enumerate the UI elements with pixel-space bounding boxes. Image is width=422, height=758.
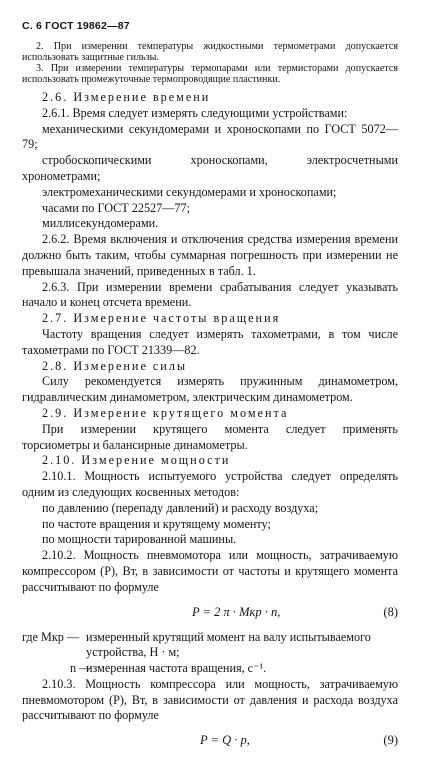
where-n-text: измеренная частота вращения, с⁻¹. [86, 661, 267, 676]
para-2-6-1: 2.6.1. Время следует измерять следующими устройствами: [42, 105, 348, 120]
para-2-10-3: 2.10.3. Мощность компрессора или мощность, затрачиваемую пневмомотором (P), Вт, в зависимости от давления и расхода воздуха рассчитывают по формуле [22, 676, 398, 723]
section-2-8-heading: 2.8. Измерение силы [42, 358, 188, 373]
document-body [22, 42, 398, 758]
section-2-10-heading: 2.10. Измерение мощности [42, 453, 231, 468]
where-mkr-label: где Mкр — [22, 629, 80, 644]
para-method-rotation: по частоте вращения и крутящему моменту; [42, 516, 271, 531]
where-n-label: n — [70, 661, 92, 676]
section-2-6-heading: 2.6. Измерение времени [42, 90, 211, 104]
para-2-10-2: 2.10.2. Мощность пневмомотора или мощность, затрачиваемую компрессором (P), Вт, в зависимости от частоты и крутящего момента рассчитывают по формуле [22, 548, 398, 594]
note-2: 2. При измерении температуры жидкостными термометрами допускается использовать защитные гильзы. [22, 41, 398, 63]
section-2-9-heading: 2.9. Измерение крутящего момента [42, 405, 289, 420]
formula-8-expression: P = 2 π · Mкр · n, [192, 604, 281, 619]
para-2-7: Частоту вращения следует измерять тахометрами, в том числе тахометрами по ГОСТ 21339—82. [22, 326, 398, 357]
where-mkr [22, 630, 398, 662]
para-2-10-1: 2.10.1. Мощность испытуемого устройства следует определять одним из следующих косвенных методов: [22, 469, 398, 499]
section-2-7-heading: 2.7. Измерение частоты вращения [42, 311, 281, 326]
formula-9-number: (9) [383, 733, 398, 748]
formula-9 [22, 730, 398, 750]
para-stroboscopic: стробоскопическими хроноскопами, электросчетными хронометрами; [22, 153, 398, 183]
para-2-6-2: 2.6.2. Время включения и отключения средства измерения времени должно быть таким, чтобы суммарная погрешность при измерении не превышала значений, приведенных в табл. 1. [22, 232, 398, 278]
formula-8-number: (8) [383, 604, 398, 619]
para-method-calibrated: по мощности тарированной машины. [42, 532, 237, 547]
para-mechanical: механическими секундомерами и хроноскопами по ГОСТ 5072—79; [22, 121, 398, 152]
formula-9-expression: P = Q · p, [200, 733, 250, 748]
para-clock: часами по ГОСТ 22527—77; [42, 200, 190, 215]
para-2-8: Силу рекомендуется измерять пружинным динамометром, гидравлическим динамометром, электрическим динамометром. [22, 374, 398, 405]
para-electromechanical: электромеханическими секундомерами и хроноскопами; [42, 184, 337, 199]
para-millisecond: миллисекундомерами. [42, 216, 159, 231]
para-2-6-3: 2.6.3. При измерении времени срабатывания следует указывать начало и конец отсчета времени. [22, 279, 398, 310]
para-method-pressure: по давлению (перепаду давлений) и расходу воздуха; [42, 500, 319, 515]
where-mkr-text: измеренный крутящий момент на валу испытываемого устройства, Н · м; [86, 629, 371, 660]
para-2-9: При измерении крутящего момента следует применять торсиометры и балансирные динамометры. [22, 421, 398, 452]
where-n [22, 661, 398, 677]
note-3: 3. При измерении температуры термопарами или термисторами допускается использовать промежуточные термопроводящие пластинки. [22, 63, 398, 85]
formula-8 [22, 602, 398, 622]
page-header: С. 6 ГОСТ 19862—87 [22, 20, 130, 32]
